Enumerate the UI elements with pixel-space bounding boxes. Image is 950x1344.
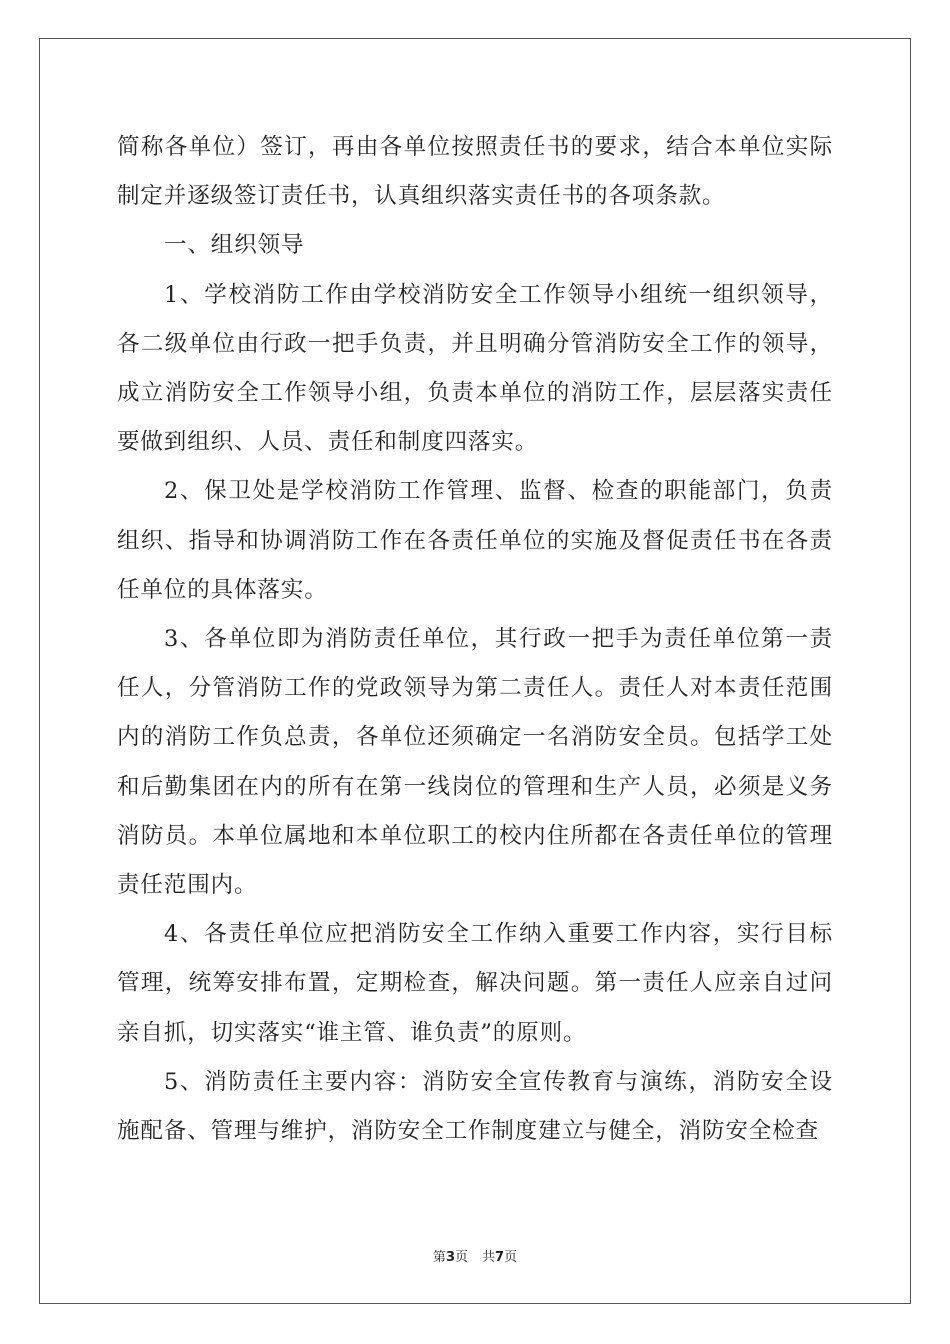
- section-heading: 一、组织领导: [164, 232, 305, 259]
- paragraph: 1、学校消防工作由学校消防安全工作领导小组统一组织领导，各二级单位由行政一把手负责，并且明确分管消防安全工作的领导，成立消防安全工作领导小组，负责本单位的消防工作，层层落实责任要做到组织、人员、责任和制度四落实。: [117, 281, 833, 456]
- paragraph: 2、保卫处是学校消防工作管理、监督、检查的职能部门，负责组织、指导和协调消防工作在各责任单位的实施及督促责任书在各责任单位的具体落实。: [117, 478, 833, 603]
- page-prefix: 第: [432, 1250, 446, 1265]
- page-footer: [0, 1246, 950, 1265]
- paragraph: 简称各单位）签订，再由各单位按照责任书的要求，结合本单位实际制定并逐级签订责任书，认真组织落实责任书的各项条款。: [117, 134, 833, 210]
- paragraph: 5、消防责任主要内容：消防安全宣传教育与演练，消防安全设施配备、管理与维护，消防安全工作制度建立与健全，消防安全检查: [117, 1068, 833, 1145]
- paragraph: 3、各单位即为消防责任单位，其行政一把手为责任单位第一责任人，分管消防工作的党政领导为第二责任人。责任人对本责任范围内的消防工作负总责，各单位还须确定一名消防安全员。包括学工处和后勤集团在内的所有在第一线岗位的管理和生产人员，必须是义务消防员。本单位属地和本单位职工的校内住所都在各责任单位的管理责任范围内。: [117, 626, 833, 899]
- total-prefix: 共: [482, 1250, 496, 1265]
- total-suffix: 页: [504, 1250, 518, 1265]
- page-number: [433, 1246, 468, 1265]
- total-pages: 7: [495, 1250, 505, 1265]
- page-suffix: 页: [454, 1250, 468, 1265]
- paragraph: 4、各责任单位应把消防安全工作纳入重要工作内容，实行目标管理，统筹安排布置，定期检查，解决问题。第一责任人应亲自过问亲自抓，切实落实“谁主管、谁负责”的原则。: [117, 921, 833, 1046]
- page-total: [482, 1246, 517, 1265]
- current-page: 3: [445, 1250, 455, 1265]
- document-body: [117, 123, 833, 1156]
